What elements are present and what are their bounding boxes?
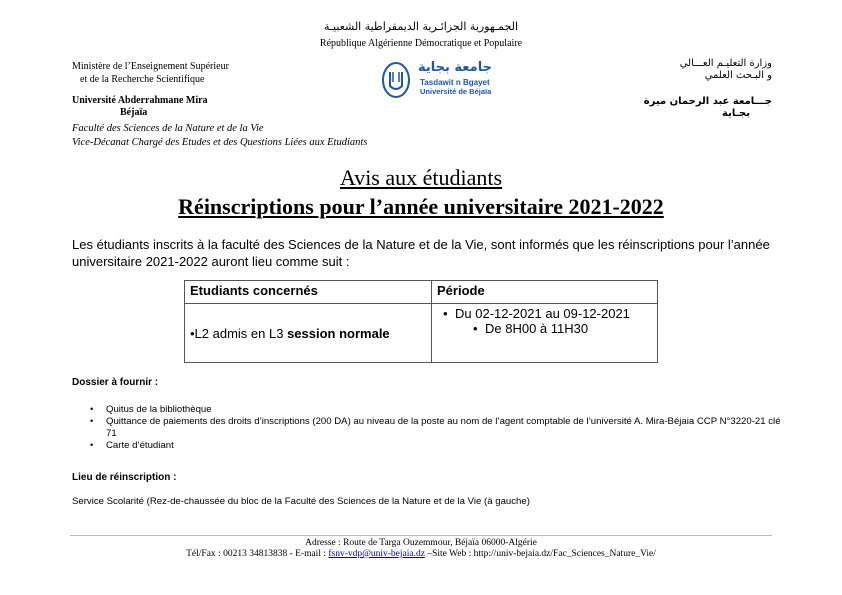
notice-subtitle: Réinscriptions pour l’année universitaire 2021-2022 bbox=[178, 194, 664, 219]
footer-contact bbox=[0, 549, 842, 559]
period-cell bbox=[432, 304, 658, 363]
students-prefix: •L2 admis en L3 bbox=[190, 325, 288, 341]
faculty-block bbox=[72, 122, 532, 150]
table-row bbox=[185, 304, 658, 363]
logo-french-name: Université de Béjaïa bbox=[420, 87, 492, 96]
footer-site: –Site Web : http://univ-bejaia.dz/Fac_Sciences_Nature_Vie/ bbox=[424, 549, 656, 559]
university-ar bbox=[644, 96, 772, 120]
university-ar-line2: بجـاية bbox=[722, 108, 750, 119]
schedule-table bbox=[184, 280, 658, 363]
notice-title: Avis aux étudiants bbox=[339, 165, 503, 190]
university-fr-line1: Université Abderrahmane Mira bbox=[72, 95, 208, 106]
university-fr-line2: Béjaïa bbox=[120, 107, 148, 118]
faculty-name: Faculté des Sciences de la Nature et de la Vie bbox=[72, 123, 264, 134]
notice-intro: Les étudiants inscrits à la faculté des Sciences de la Nature et de la Vie, sont informés que les réinscriptions pour l’année universitaire 2021-2022 auront lieu comme suit : bbox=[72, 237, 770, 269]
students-session: session normale bbox=[287, 325, 390, 341]
ministry-fr bbox=[72, 60, 292, 86]
header-arabic-republic: الجمـهورية الجزائـرية الديمقراطية الشعبيـة bbox=[323, 20, 519, 33]
ministry-ar-line2: و البـحث العلمي bbox=[704, 70, 772, 81]
logo-berber-name: Tasdawit n Bgayet bbox=[420, 78, 490, 87]
students-cell bbox=[185, 304, 432, 363]
vice-deanship: Vice-Décanat Chargé des Etudes et des Questions Liées aux Etudiants bbox=[72, 137, 368, 148]
footer-email-link[interactable]: fsnv-vdp@univ-bejaia.dz bbox=[328, 549, 425, 559]
footer-address: Adresse : Route de Targa Ouzemmour, Béjaïa 06000-Algérie bbox=[305, 538, 537, 548]
list-item: • Carte d’étudiant bbox=[90, 440, 790, 452]
ministry-fr-line2: et de la Recherche Scientifique bbox=[80, 74, 205, 85]
header-french-republic: République Algérienne Démocratique et Populaire bbox=[319, 38, 523, 49]
period-dates: • Du 02-12-2021 au 09-12-2021 bbox=[437, 306, 652, 321]
university-logo bbox=[380, 60, 510, 100]
footer-divider bbox=[70, 535, 772, 536]
dossier-list bbox=[90, 404, 790, 452]
footer-tel: Tél/Fax : 00213 34813838 - E-mail : bbox=[186, 549, 329, 559]
list-item: • Quitus de la bibliothèque bbox=[90, 404, 790, 416]
logo-arabic-name: جامعة بجاية bbox=[418, 60, 492, 75]
ministry-ar bbox=[680, 58, 772, 82]
table-header-row bbox=[185, 281, 658, 304]
dossier-heading: Dossier à fournir : bbox=[72, 377, 159, 388]
period-hours: • De 8H00 à 11H30 bbox=[437, 321, 652, 336]
ministry-fr-line1: Ministère de l’Enseignement Supérieur bbox=[72, 61, 229, 72]
university-fr bbox=[72, 95, 272, 119]
lieu-heading: Lieu de réinscription : bbox=[72, 472, 177, 483]
lieu-text: Service Scolarité (Rez-de-chaussée du bloc de la Faculté des Sciences de la Nature et de la Vie (à gauche) bbox=[72, 496, 530, 507]
table-header-students: Etudiants concernés bbox=[185, 281, 432, 304]
list-item: • Quittance de paiements des droits d’inscriptions (200 DA) au niveau de la poste au nom de l’agent comptable de l’université A. Mira-Béjaia CCP N°3220-21 clé 71 bbox=[90, 416, 790, 440]
table-header-period: Période bbox=[432, 281, 658, 304]
ministry-ar-line1: وزارة التعليـم العـــالي bbox=[679, 58, 772, 69]
university-ar-line1: جـــامعة عبد الرحمان ميرة bbox=[643, 96, 772, 107]
